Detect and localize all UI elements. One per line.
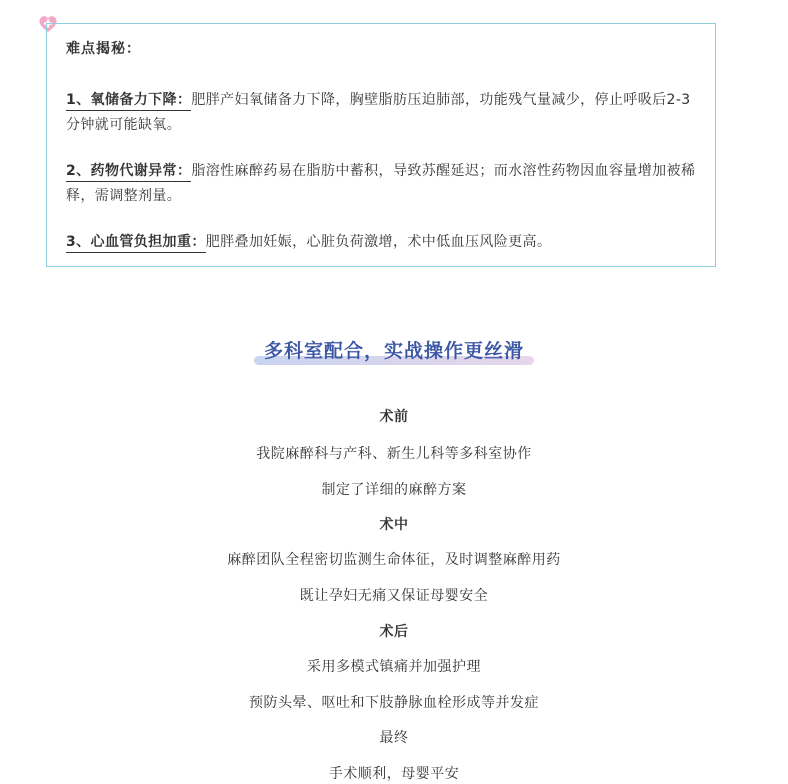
stage-intra-line-2: 既让孕妇无痛又保证母婴安全 bbox=[299, 588, 489, 604]
difficulty-item-3 bbox=[66, 230, 702, 255]
section-heading-wrap bbox=[0, 336, 788, 363]
difficulty-item-text: 肥胖产妇氧储备力下降，胸壁脂肪压迫肺部，功能残气量减少，停止呼吸后2-3分钟就可能缺氧。 bbox=[66, 92, 691, 133]
difficulty-item-text: 肥胖叠加妊娠，心脏负荷激增，术中低血压风险更高。 bbox=[205, 234, 552, 250]
difficulty-item-label: 2、药物代谢异常： bbox=[66, 163, 191, 182]
stage-post-title: 术后 bbox=[379, 624, 409, 640]
stage-post-line-2: 预防头晕、呕吐和下肢静脉血栓形成等并发症 bbox=[249, 695, 539, 711]
final-label: 最终 bbox=[379, 730, 409, 746]
final-line: 手术顺利，母婴平安 bbox=[328, 766, 460, 782]
difficulty-item-text: 脂溶性麻醉药易在脂肪中蓄积，导致苏醒延迟；而水溶性药物因血容量增加被稀释，需调整剂量。 bbox=[66, 163, 696, 204]
difficulty-title: 难点揭秘： bbox=[66, 41, 141, 57]
section-heading-text: 多科室配合，实战操作更丝滑 bbox=[263, 340, 524, 362]
stage-pre-title: 术前 bbox=[379, 409, 409, 425]
section-heading bbox=[254, 336, 534, 363]
stage-pre-line-2: 制定了详细的麻醉方案 bbox=[321, 482, 467, 498]
stage-post-line-1: 采用多模式镇痛并加强护理 bbox=[307, 659, 481, 675]
stage-intra-line-1: 麻醉团队全程密切监测生命体征，及时调整麻醉用药 bbox=[227, 552, 561, 568]
stage-intra-title: 术中 bbox=[379, 517, 409, 533]
difficulty-item-2 bbox=[66, 159, 702, 209]
difficulty-item-label: 1、氧储备力下降： bbox=[66, 92, 191, 111]
difficulty-item-1 bbox=[66, 88, 702, 138]
stage-pre-line-1: 我院麻醉科与产科、新生儿科等多科室协作 bbox=[256, 446, 532, 462]
difficulty-item-label: 3、心血管负担加重： bbox=[66, 234, 206, 253]
